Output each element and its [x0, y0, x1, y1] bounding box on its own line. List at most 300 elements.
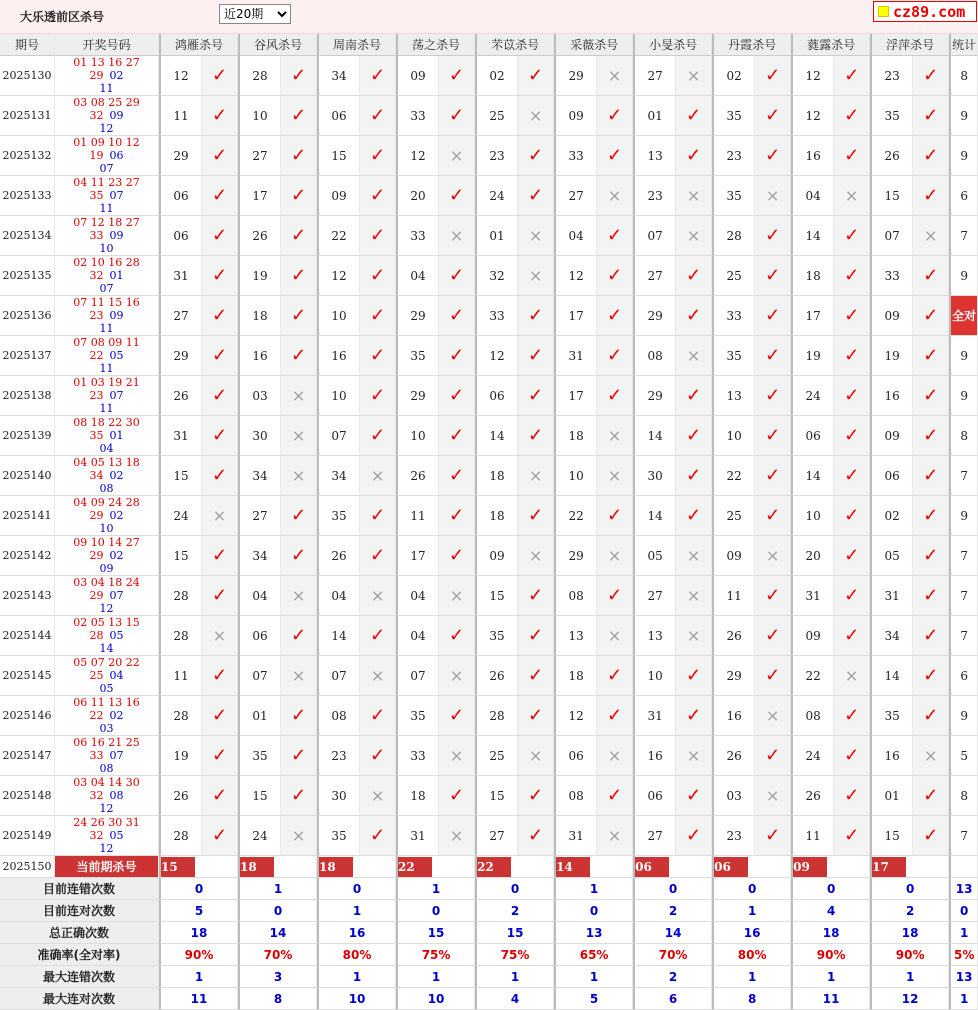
kill-number-cell: 04 [396, 616, 439, 656]
result-mark-cell [281, 456, 317, 496]
result-mark-cell [834, 136, 870, 176]
check-icon: ✓ [449, 105, 465, 126]
result-mark-cell [913, 816, 949, 856]
kill-number-cell: 15 [475, 576, 518, 616]
result-mark-cell [518, 736, 554, 776]
kill-number-cell: 34 [238, 456, 281, 496]
check-icon: ✓ [211, 185, 228, 206]
table-row [0, 496, 978, 536]
kill-number-cell: 16 [317, 336, 360, 376]
stat-cell: 9 [949, 336, 978, 376]
cross-icon: × [607, 546, 622, 565]
kill-number-cell: 22 [554, 496, 597, 536]
result-mark-cell [755, 656, 791, 696]
table-header-row [0, 34, 978, 56]
result-mark-cell [202, 616, 238, 656]
result-mark-cell [360, 456, 396, 496]
stat-value: 1 [712, 966, 791, 988]
kill-number-cell: 14 [475, 416, 518, 456]
check-icon: ✓ [686, 305, 702, 326]
result-mark-cell [439, 496, 475, 536]
result-mark-cell [360, 416, 396, 456]
kill-number-cell: 15 [870, 176, 913, 216]
kill-number-cell: 04 [396, 256, 439, 296]
kill-number-cell: 33 [870, 256, 913, 296]
period-cell: 2025147 [0, 736, 55, 776]
period-cell: 2025139 [0, 416, 55, 456]
stat-value: 18 [159, 922, 238, 944]
period-range-select[interactable] [219, 4, 291, 24]
cross-icon: × [765, 546, 780, 565]
kill-number-cell: 22 [791, 656, 834, 696]
check-icon: ✓ [449, 65, 465, 86]
kill-number-cell: 35 [712, 96, 755, 136]
result-mark-cell [755, 256, 791, 296]
result-mark-cell [281, 136, 317, 176]
result-mark-cell [202, 176, 238, 216]
check-icon: ✓ [449, 345, 465, 366]
kill-number-cell: 27 [238, 136, 281, 176]
result-mark-cell [518, 216, 554, 256]
period-cell: 2025132 [0, 136, 55, 176]
stat-value: 5 [554, 988, 633, 1010]
result-mark-cell [518, 296, 554, 336]
check-icon: ✓ [211, 305, 228, 326]
kill-number-cell: 04 [396, 576, 439, 616]
back-number-2: 11 [99, 322, 114, 335]
kill-number-cell: 07 [238, 656, 281, 696]
stat-value: 2 [633, 900, 712, 922]
check-icon: ✓ [607, 225, 623, 246]
result-mark-cell [755, 176, 791, 216]
back-number-2: 05 [99, 682, 114, 695]
result-mark-cell [518, 616, 554, 656]
check-icon: ✓ [449, 265, 465, 286]
check-icon: ✓ [528, 305, 544, 326]
current-stat-cell [949, 856, 978, 878]
result-mark-cell [202, 56, 238, 96]
check-icon: ✓ [449, 705, 465, 726]
check-icon: ✓ [607, 145, 623, 166]
kill-number-cell: 28 [475, 696, 518, 736]
kill-number-cell: 15 [317, 136, 360, 176]
kill-number-cell: 19 [791, 336, 834, 376]
cross-icon: × [765, 706, 780, 725]
back-number-2: 11 [99, 202, 114, 215]
kill-number-cell: 11 [159, 96, 202, 136]
stat-cell: 7 [949, 216, 978, 256]
check-icon: ✓ [369, 225, 386, 246]
stat-total: 0 [949, 900, 978, 922]
check-icon: ✓ [844, 705, 860, 726]
result-mark-cell [676, 136, 712, 176]
kill-number-cell: 07 [396, 656, 439, 696]
stat-value: 16 [712, 922, 791, 944]
check-icon: ✓ [369, 425, 386, 446]
kill-number-cell: 08 [791, 696, 834, 736]
page-header [0, 0, 978, 34]
kill-number-cell: 13 [633, 136, 676, 176]
kill-number-cell: 27 [633, 56, 676, 96]
check-icon: ✓ [290, 625, 307, 646]
kill-number-cell: 35 [870, 696, 913, 736]
table-row [0, 256, 978, 296]
kill-number-cell: 24 [475, 176, 518, 216]
cross-icon: × [765, 186, 780, 205]
result-mark-cell [202, 336, 238, 376]
result-mark-cell [913, 416, 949, 456]
check-icon: ✓ [369, 185, 386, 206]
result-mark-cell [676, 816, 712, 856]
result-mark-cell [597, 656, 633, 696]
check-icon: ✓ [765, 505, 781, 526]
result-mark-cell [913, 576, 949, 616]
site-logo[interactable] [873, 1, 977, 22]
kill-number-cell: 10 [712, 416, 755, 456]
stat-label: 目前连错次数 [0, 878, 159, 900]
result-mark-cell [597, 136, 633, 176]
check-icon: ✓ [923, 705, 939, 726]
result-mark-cell [597, 416, 633, 456]
stat-value: 1 [870, 966, 949, 988]
front-numbers: 03 04 18 24 29 [73, 576, 140, 602]
check-icon: ✓ [686, 465, 702, 486]
cross-icon: × [291, 586, 306, 605]
result-mark-cell [281, 376, 317, 416]
kill-number-cell: 18 [791, 256, 834, 296]
back-number-1: 06 [109, 149, 124, 162]
result-mark-cell [834, 736, 870, 776]
cross-icon: × [844, 186, 859, 205]
result-mark-cell [281, 616, 317, 656]
kill-number-cell: 18 [396, 776, 439, 816]
cross-icon: × [449, 586, 464, 605]
stat-value: 18 [870, 922, 949, 944]
table-row [0, 736, 978, 776]
result-mark-cell [202, 536, 238, 576]
kill-number-cell: 05 [870, 536, 913, 576]
back-number-2: 09 [99, 562, 114, 575]
check-icon: ✓ [449, 185, 465, 206]
kill-number-cell: 23 [712, 136, 755, 176]
stat-value: 1 [317, 966, 396, 988]
kill-number-cell: 27 [159, 296, 202, 336]
check-icon: ✓ [923, 345, 939, 366]
front-numbers: 09 10 14 27 29 [73, 536, 140, 562]
check-icon: ✓ [211, 225, 228, 246]
stat-value: 8 [238, 988, 317, 1010]
back-number-2: 12 [99, 122, 114, 135]
kill-number-cell: 23 [475, 136, 518, 176]
kill-number-cell: 13 [633, 616, 676, 656]
period-cell: 2025145 [0, 656, 55, 696]
cross-icon: × [607, 826, 622, 845]
column-header-stat: 统计 [949, 34, 978, 56]
stat-value: 13 [554, 922, 633, 944]
kill-number-cell: 09 [870, 296, 913, 336]
current-period-row [0, 856, 978, 878]
draw-numbers-cell [55, 176, 159, 216]
result-mark-cell [360, 136, 396, 176]
result-mark-cell [439, 536, 475, 576]
kill-number-cell: 35 [870, 96, 913, 136]
period-cell: 2025148 [0, 776, 55, 816]
logo-square-icon [878, 6, 889, 17]
check-icon: ✓ [686, 425, 702, 446]
kill-number-cell: 06 [791, 416, 834, 456]
result-mark-cell [676, 736, 712, 776]
result-mark-cell [597, 216, 633, 256]
check-icon: ✓ [686, 105, 702, 126]
result-mark-cell [755, 456, 791, 496]
kill-number-cell: 14 [633, 496, 676, 536]
result-mark-cell [360, 216, 396, 256]
check-icon: ✓ [369, 265, 386, 286]
table-row [0, 376, 978, 416]
stat-label: 最大连对次数 [0, 988, 159, 1010]
cross-icon: × [686, 226, 701, 245]
check-icon: ✓ [528, 145, 544, 166]
kill-number-cell: 03 [712, 776, 755, 816]
table-row [0, 656, 978, 696]
kill-number-cell: 29 [633, 376, 676, 416]
stat-value: 0 [238, 900, 317, 922]
check-icon: ✓ [765, 345, 781, 366]
draw-numbers-cell [55, 616, 159, 656]
back-number-1: 01 [109, 269, 124, 282]
cross-icon: × [291, 466, 306, 485]
check-icon: ✓ [449, 785, 465, 806]
result-mark-cell [202, 496, 238, 536]
kill-number-cell: 10 [554, 456, 597, 496]
check-icon: ✓ [528, 625, 544, 646]
kill-number-cell: 07 [317, 656, 360, 696]
cross-icon: × [686, 66, 701, 85]
check-icon: ✓ [607, 105, 623, 126]
result-mark-cell [597, 56, 633, 96]
kill-number-cell: 09 [317, 176, 360, 216]
result-mark-cell [281, 736, 317, 776]
check-icon: ✓ [686, 145, 702, 166]
kill-number-cell: 27 [475, 816, 518, 856]
cross-icon: × [370, 666, 385, 685]
kill-number-cell: 09 [712, 536, 755, 576]
result-mark-cell [913, 696, 949, 736]
back-number-1: 02 [109, 69, 124, 82]
kill-number-cell: 23 [317, 736, 360, 776]
result-mark-cell [439, 816, 475, 856]
check-icon: ✓ [369, 625, 386, 646]
back-number-1: 07 [109, 189, 124, 202]
result-mark-cell [913, 656, 949, 696]
kill-number-cell: 12 [791, 96, 834, 136]
back-number-1: 02 [109, 509, 124, 522]
draw-numbers-cell [55, 256, 159, 296]
current-kill-number: 09 [793, 857, 827, 877]
cross-icon: × [449, 666, 464, 685]
stat-value: 11 [159, 988, 238, 1010]
check-icon: ✓ [607, 585, 623, 606]
period-cell: 2025133 [0, 176, 55, 216]
kill-number-cell: 09 [870, 416, 913, 456]
kill-number-cell: 35 [396, 696, 439, 736]
draw-numbers-cell [55, 816, 159, 856]
kill-number-cell: 12 [159, 56, 202, 96]
check-icon: ✓ [686, 705, 702, 726]
front-numbers: 03 08 25 29 32 [73, 96, 140, 122]
stat-value: 1 [159, 966, 238, 988]
result-mark-cell [755, 376, 791, 416]
cross-icon: × [607, 746, 622, 765]
result-mark-cell [281, 776, 317, 816]
front-numbers: 06 16 21 25 33 [73, 736, 140, 762]
check-icon: ✓ [290, 105, 307, 126]
stat-value: 4 [475, 988, 554, 1010]
front-numbers: 07 11 15 16 23 [73, 296, 140, 322]
check-icon: ✓ [765, 225, 781, 246]
kill-number-cell: 35 [475, 616, 518, 656]
check-icon: ✓ [528, 705, 544, 726]
result-mark-cell [360, 256, 396, 296]
check-icon: ✓ [923, 305, 939, 326]
result-mark-cell [676, 616, 712, 656]
check-icon: ✓ [211, 545, 228, 566]
check-icon: ✓ [844, 625, 860, 646]
result-mark-cell [202, 256, 238, 296]
kill-number-cell: 35 [317, 816, 360, 856]
result-mark-cell [913, 96, 949, 136]
check-icon: ✓ [211, 65, 228, 86]
check-icon: ✓ [290, 785, 307, 806]
check-icon: ✓ [844, 585, 860, 606]
result-mark-cell [834, 616, 870, 656]
front-numbers: 08 18 22 30 35 [73, 416, 140, 442]
kill-number-cell: 07 [633, 216, 676, 256]
stat-row [0, 966, 978, 988]
stat-value: 0 [396, 900, 475, 922]
front-numbers: 04 09 24 28 29 [73, 496, 140, 522]
result-mark-cell [834, 336, 870, 376]
result-mark-cell [755, 336, 791, 376]
back-number-1: 05 [109, 829, 124, 842]
kill-number-cell: 09 [475, 536, 518, 576]
check-icon: ✓ [765, 145, 781, 166]
check-icon: ✓ [211, 825, 228, 846]
kill-number-cell: 22 [317, 216, 360, 256]
check-icon: ✓ [211, 145, 228, 166]
result-mark-cell [439, 136, 475, 176]
kill-number-cell: 09 [554, 96, 597, 136]
kill-number-cell: 06 [238, 616, 281, 656]
table-row [0, 536, 978, 576]
result-mark-cell [597, 616, 633, 656]
current-kill-cell [159, 856, 238, 878]
period-cell: 2025140 [0, 456, 55, 496]
stat-value: 0 [712, 878, 791, 900]
cross-icon: × [449, 746, 464, 765]
kill-number-cell: 23 [633, 176, 676, 216]
stat-value: 90% [791, 944, 870, 966]
check-icon: ✓ [528, 65, 544, 86]
period-cell: 2025141 [0, 496, 55, 536]
cross-icon: × [528, 226, 543, 245]
result-mark-cell [913, 496, 949, 536]
kill-number-cell: 34 [317, 456, 360, 496]
result-mark-cell [202, 576, 238, 616]
cross-icon: × [449, 826, 464, 845]
check-icon: ✓ [923, 425, 939, 446]
kill-number-table [0, 34, 978, 1010]
check-icon: ✓ [369, 505, 386, 526]
back-number-2: 11 [99, 82, 114, 95]
stat-cell: 8 [949, 416, 978, 456]
stat-value: 70% [238, 944, 317, 966]
result-mark-cell [281, 256, 317, 296]
kill-number-cell: 19 [870, 336, 913, 376]
draw-numbers-cell [55, 576, 159, 616]
kill-number-cell: 27 [238, 496, 281, 536]
column-header-expert: 芣苡杀号 [475, 34, 554, 56]
result-mark-cell [360, 536, 396, 576]
back-number-2: 07 [99, 282, 114, 295]
result-mark-cell [518, 416, 554, 456]
kill-number-cell: 16 [791, 136, 834, 176]
check-icon: ✓ [844, 305, 860, 326]
stat-value: 6 [633, 988, 712, 1010]
kill-number-cell: 34 [238, 536, 281, 576]
result-mark-cell [755, 776, 791, 816]
period-cell: 2025135 [0, 256, 55, 296]
result-mark-cell [281, 96, 317, 136]
current-kill-cell [396, 856, 475, 878]
current-kill-cell [870, 856, 949, 878]
result-mark-cell [360, 296, 396, 336]
check-icon: ✓ [765, 465, 781, 486]
period-cell: 2025146 [0, 696, 55, 736]
result-mark-cell [281, 536, 317, 576]
result-mark-cell [439, 256, 475, 296]
check-icon: ✓ [369, 745, 386, 766]
result-mark-cell [360, 376, 396, 416]
current-kill-cell [712, 856, 791, 878]
result-mark-cell [597, 296, 633, 336]
draw-numbers-cell [55, 656, 159, 696]
table-row [0, 576, 978, 616]
kill-number-cell: 10 [396, 416, 439, 456]
result-mark-cell [518, 576, 554, 616]
kill-number-cell: 31 [870, 576, 913, 616]
check-icon: ✓ [844, 505, 860, 526]
back-number-2: 07 [99, 162, 114, 175]
kill-number-cell: 31 [554, 336, 597, 376]
result-mark-cell [202, 296, 238, 336]
column-header-expert: 采薇杀号 [554, 34, 633, 56]
kill-number-cell: 29 [554, 56, 597, 96]
kill-number-cell: 16 [633, 736, 676, 776]
stat-value: 14 [633, 922, 712, 944]
cross-icon: × [607, 466, 622, 485]
kill-number-cell: 17 [238, 176, 281, 216]
cross-icon: × [686, 586, 701, 605]
result-mark-cell [913, 376, 949, 416]
stat-cell: 7 [949, 576, 978, 616]
logo-text: cz89.com [893, 2, 966, 21]
stat-cell: 9 [949, 696, 978, 736]
kill-number-cell: 09 [396, 56, 439, 96]
draw-numbers-cell [55, 216, 159, 256]
check-icon: ✓ [923, 585, 939, 606]
result-mark-cell [676, 696, 712, 736]
